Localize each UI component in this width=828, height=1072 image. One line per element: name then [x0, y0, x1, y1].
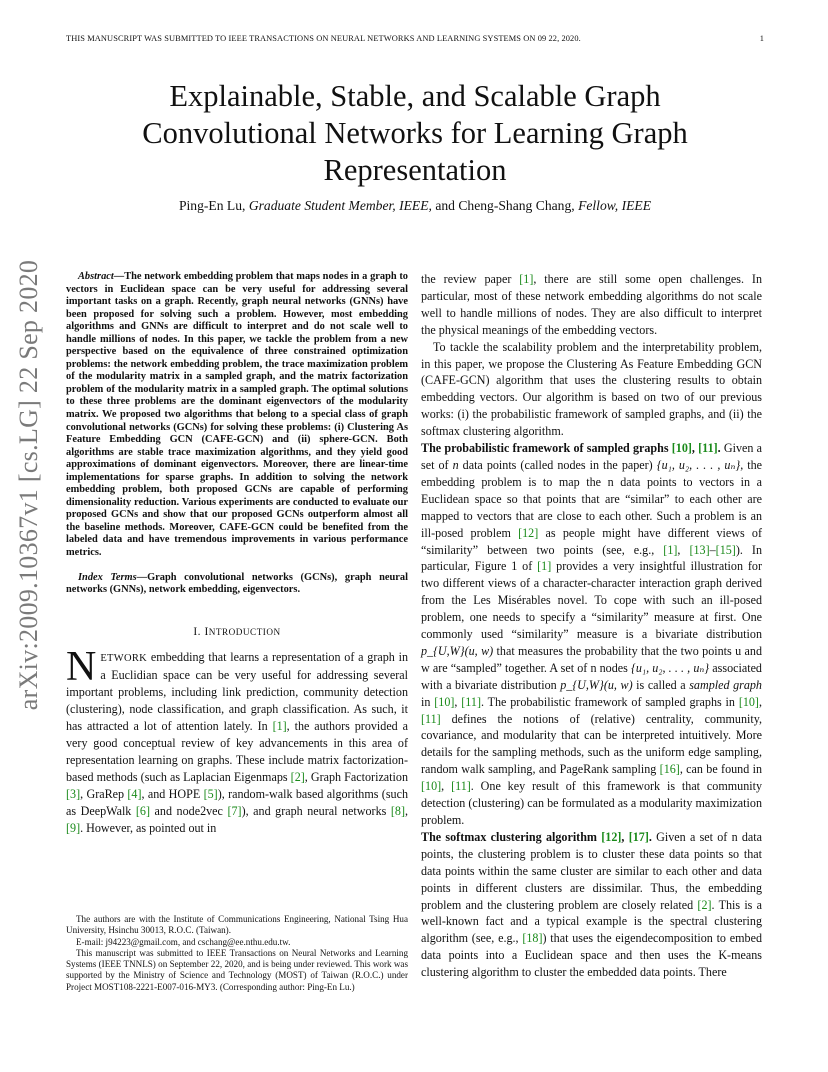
citation-link[interactable]: [11]	[421, 711, 441, 726]
footnote-email: E-mail: j94223@gmail.com, and cschang@ee.nthu.edu.tw.	[76, 936, 291, 947]
citation-link[interactable]: [4]	[127, 786, 142, 801]
citation-link[interactable]: [18]	[522, 931, 543, 946]
citation-link[interactable]: [6]	[135, 803, 151, 818]
citation-link[interactable]: [11]	[698, 441, 718, 456]
citation-link[interactable]: [10]	[738, 694, 759, 709]
citation-link[interactable]: [1]	[537, 559, 552, 574]
citation-link[interactable]: [2]	[290, 769, 305, 784]
citation-link[interactable]: [10]	[434, 694, 455, 709]
abstract-text: —The network embedding problem that maps nodes in a graph to vectors in Euclidean space can be very useful for addressing several important tasks on a graph. Recently, graph neural networks (GNNs) have been proposed for solving such a problem. However, most embedding algorithms and GNNs are difficult to interpret and do not scale well to handle millions of nodes. In this paper, we tackle the problem from a new perspective based on the equivalence of three constrained optimization problems: the network embedding problem, the trace maximization problem of the modularity matrix in a sampled graph, and the matrix factorization problem of the modularity matrix in a sampled graph. The optimal solutions to these three problems are the dominant eigenvectors of the modularity matrix. We proposed two algorithms that belong to a special class of graph convolutional networks (GCNs) for solving these problems: (i) Clustering As Feature Embedding GCN (CAFE-GCN) and (ii) sphere-GCN. Both algorithms are stable trace maximization algorithms, and they yield good approximations of dominant eigenvectors. Moreover, there are linear-time implementations for sparse graphs. In addition to solving the network embedding problem, both proposed GCNs are capable of performing dimensionality reduction. Various experiments are conducted to evaluate our proposed GCNs and show that our proposed GCNs outperform almost all the baseline methods. Moreover, CAFE-GCN could be benefited from the labeled data and have tremendous improvements in various performance metrics.	[66, 271, 408, 559]
index-terms	[66, 572, 408, 597]
citation-link[interactable]: [12]	[601, 829, 622, 844]
citation-link[interactable]: [11]	[451, 779, 471, 794]
citation-link[interactable]: [15]	[715, 542, 736, 557]
paragraph-review: the review paper [1], there are still some open challenges. In particular, most of these network embedding algorithms do not scale well to handle millions of nodes. They are also difficult to interpret the physical meanings of the embedding vectors.	[421, 272, 762, 337]
citation-link[interactable]: [5]	[203, 786, 218, 801]
page-number: 1	[759, 34, 764, 43]
citation-link[interactable]: [2]	[697, 897, 712, 912]
header-journal-line: THIS MANUSCRIPT WAS SUBMITTED TO IEEE TRANSACTIONS ON NEURAL NETWORKS AND LEARNING SYSTEMS ON 09 22, 2020.	[66, 34, 581, 43]
citation-link[interactable]: [17]	[628, 829, 649, 844]
author-2-name: and Cheng-Shang Chang,	[435, 198, 575, 213]
citation-link[interactable]: [10]	[671, 441, 692, 456]
title-line-3: Representation	[323, 153, 507, 187]
intro-paragraph: NETWORK embedding that learns a representation of a graph in a Euclidian space can be very useful for addressing several important problems, including link prediction, community detection (clustering), node classification, and graph classification. As such, it has attracted a lot of attention lately. In [1], the authors provided a very good conceptual review of key advancements in this area of representation learning on graphs. These include matrix factorization-based methods (such as Laplacian Eigenmaps [2], Graph Factorization [3], GraRep [4], and HOPE [5]), random-walk based algorithms (such as DeepWalk [6] and node2vec [7]), and graph neural networks [8], [9]. However, as pointed out in	[66, 643, 409, 835]
footnote-affiliation: The authors are with the Institute of Communications Engineering, National Tsing Hua University, Hsinchu 30013, R.O.C. (Taiwan).	[66, 914, 408, 936]
footnote-submission: This manuscript was submitted to IEEE Transactions on Neural Networks and Learning Systems (IEEE TNNLS) on September 22, 2020, and is being under reviewed. This work was supported by the Ministry of Science and Technology (MOST) of Taiwan (R.O.C.) under Project MOST108-2221-E007-016-MY3. (Corresponding author: Ping-En Lu.)	[66, 947, 408, 992]
citation-link[interactable]: [13]	[689, 542, 710, 557]
arxiv-sidebar	[10, 259, 48, 711]
paragraph-sampled-graphs: The probabilistic framework of sampled graphs [10], [11]. Given a set of n data points (called nodes in the paper) {u₁, u₂, . . . , uₙ}, the embedding problem is to map the n data points to vectors in a Euclidean space so that points that are “similar” to each other are mapped to vectors that are close to each other. Such a problem is an ill-posed problem [12] as people might have different views of “similarity” between two points (see, e.g., [1], [13]–[15]). In particular, Figure 1 of [1] provides a very insightful illustration for two different views of a character-character interaction graph derived from the Les Misérables novel. To cope with such an ill-posed problem, one needs to specify a “similarity” measure at first. One commonly used “similarity” measure is a bivariate distribution p_{U,W}(u, w) that measures the probability that the two points u and w are “sampled” together. A set of n nodes {u₁, u₂, . . . , uₙ} associated with a bivariate distribution p_{U,W}(u, w) is called a sampled graph in [10], [11]. The probabilistic framework of sampled graphs in [10], [11] defines the notions of (relative) centrality, community, covariance, and modularity that can be interpreted intuitively. More details for the sampling methods, such as the uniform edge sampling, random walk sampling, and PageRank sampling [16], can be found in [10], [11]. One key result of this framework is that community detection (clustering) can be formulated as a modularity maximization problem.	[421, 441, 763, 827]
footnotes	[66, 914, 408, 993]
drop-cap: N	[66, 643, 97, 690]
author-1-name: Ping-En Lu,	[178, 198, 246, 213]
citation-link[interactable]: [12]	[518, 525, 539, 540]
citation-link[interactable]: [8]	[390, 803, 405, 818]
paper-title	[66, 78, 764, 189]
paragraph-proposal: To tackle the scalability problem and the interpretability problem, in this paper, we propose the Clustering As Feature Embedding GCN (CAFE-GCN) algorithm that uses the clustering results to obtain embedding vectors. Our algorithm is based on two of our previous works: (i) the probabilistic framework of sampled graphs, and (ii) the softmax clustering algorithm.	[421, 339, 762, 439]
title-line-2: Convolutional Networks for Learning Graph	[142, 116, 688, 150]
citation-link[interactable]: [16]	[659, 762, 680, 777]
paragraph-softmax-clustering: The softmax clustering algorithm [12], [17]. Given a set of n data points, the clustering problem is to cluster these data points so that data points within the same cluster are similar to each other and data points in different clusters are dissimilar. Thus, the embedding problem and the clustering problem are closely related [2]. This is a well-known fact and a typical example is the spectral clustering algorithm (see, e.g., [18]) that uses the eigendecomposition to embed data points into a Euclidean space and then uses the K-means clustering algorithm to cluster the embedded data points. There	[421, 829, 763, 980]
left-column	[66, 271, 408, 837]
right-column	[421, 271, 762, 981]
citation-link[interactable]: [1]	[272, 719, 287, 734]
citation-link[interactable]: [3]	[66, 786, 81, 801]
section-heading-introduction: I. INTRODUCTION	[193, 625, 281, 638]
title-line-1: Explainable, Stable, and Scalable Graph	[169, 79, 661, 113]
citation-link[interactable]: [9]	[66, 820, 81, 835]
citation-link[interactable]: [10]	[421, 779, 442, 794]
citation-link[interactable]: [11]	[461, 694, 481, 709]
citation-link[interactable]: [1]	[663, 542, 678, 557]
arxiv-identifier: arXiv:2009.10367v1 [cs.LG] 22 Sep 2020	[14, 259, 43, 711]
abstract	[66, 271, 408, 560]
index-terms-text: —Graph convolutional networks (GCNs), graph neural networks (GNNs), network embedding, eigenvectors.	[66, 571, 408, 596]
abstract-label: Abstract	[78, 271, 114, 282]
citation-link[interactable]: [7]	[227, 803, 242, 818]
author-line	[66, 198, 764, 214]
running-header	[66, 34, 764, 48]
author-2-role: Fellow, IEEE	[578, 198, 652, 213]
author-1-role: Graduate Student Member, IEEE,	[248, 198, 432, 213]
citation-link[interactable]: [1]	[519, 272, 534, 286]
index-terms-label: Index Terms	[78, 571, 137, 583]
